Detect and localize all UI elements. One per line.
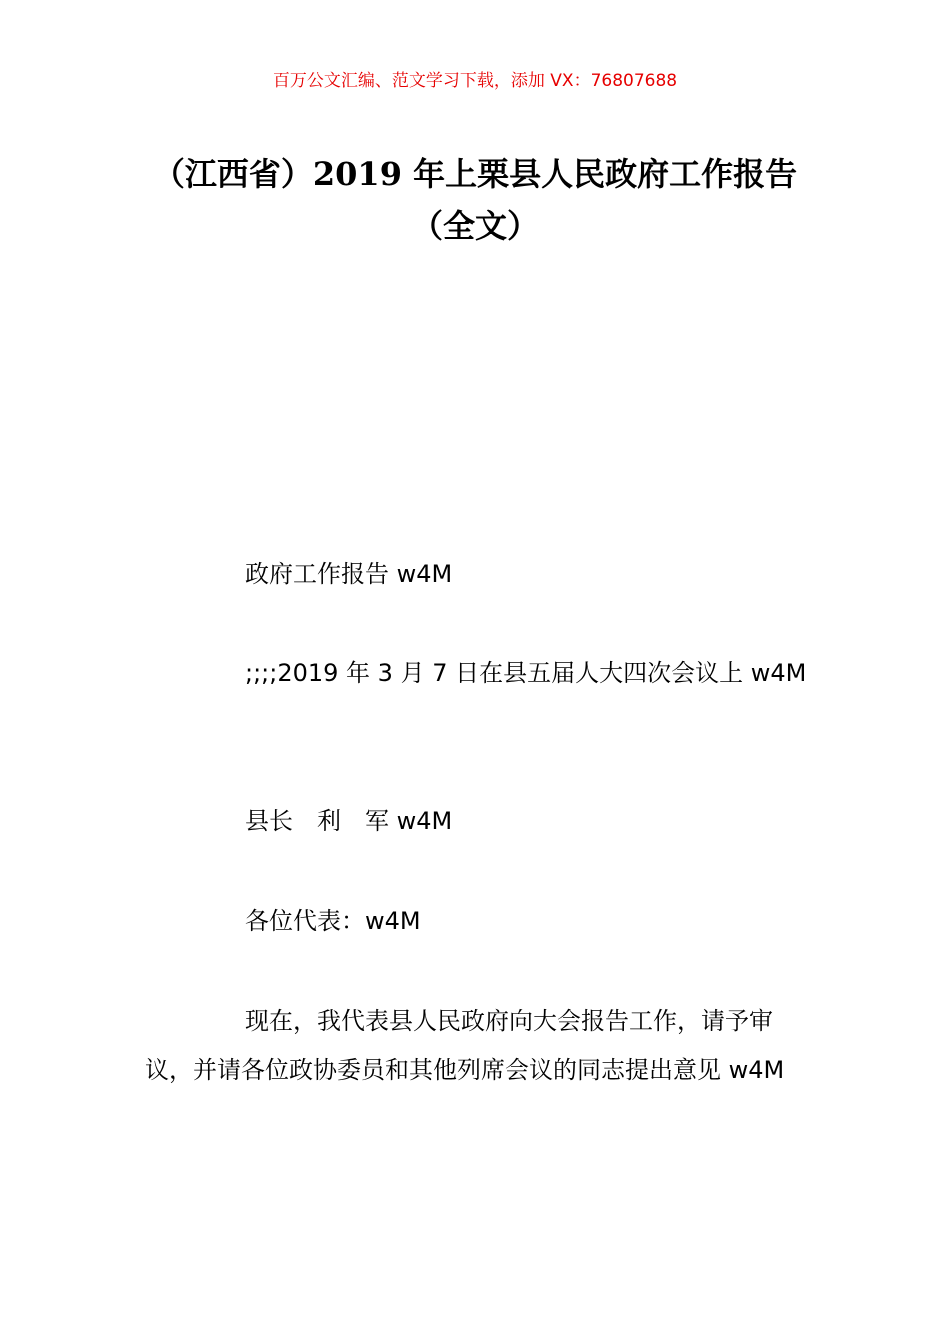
- watermark-banner: 百万公文汇编、范文学习下载，添加 VX：76807688: [272, 71, 678, 91]
- paragraph-report-heading: 政府工作报告 w4M: [245, 560, 453, 588]
- paragraph-opening: 现在，我代表县人民政府向大会报告工作，请予审议，并请各位政协委员和其他列席会议的同志提出意见 w4M: [145, 1007, 785, 1084]
- document-title: （江西省）2019 年上栗县人民政府工作报告（全文）: [152, 155, 798, 245]
- paragraph-salutation: 各位代表：w4M: [245, 907, 421, 935]
- paragraph-speaker: 县长 利 军 w4M: [245, 807, 453, 835]
- paragraph-meeting-date: ;;;;2019 年 3 月 7 日在县五届人大四次会议上 w4M: [245, 659, 807, 687]
